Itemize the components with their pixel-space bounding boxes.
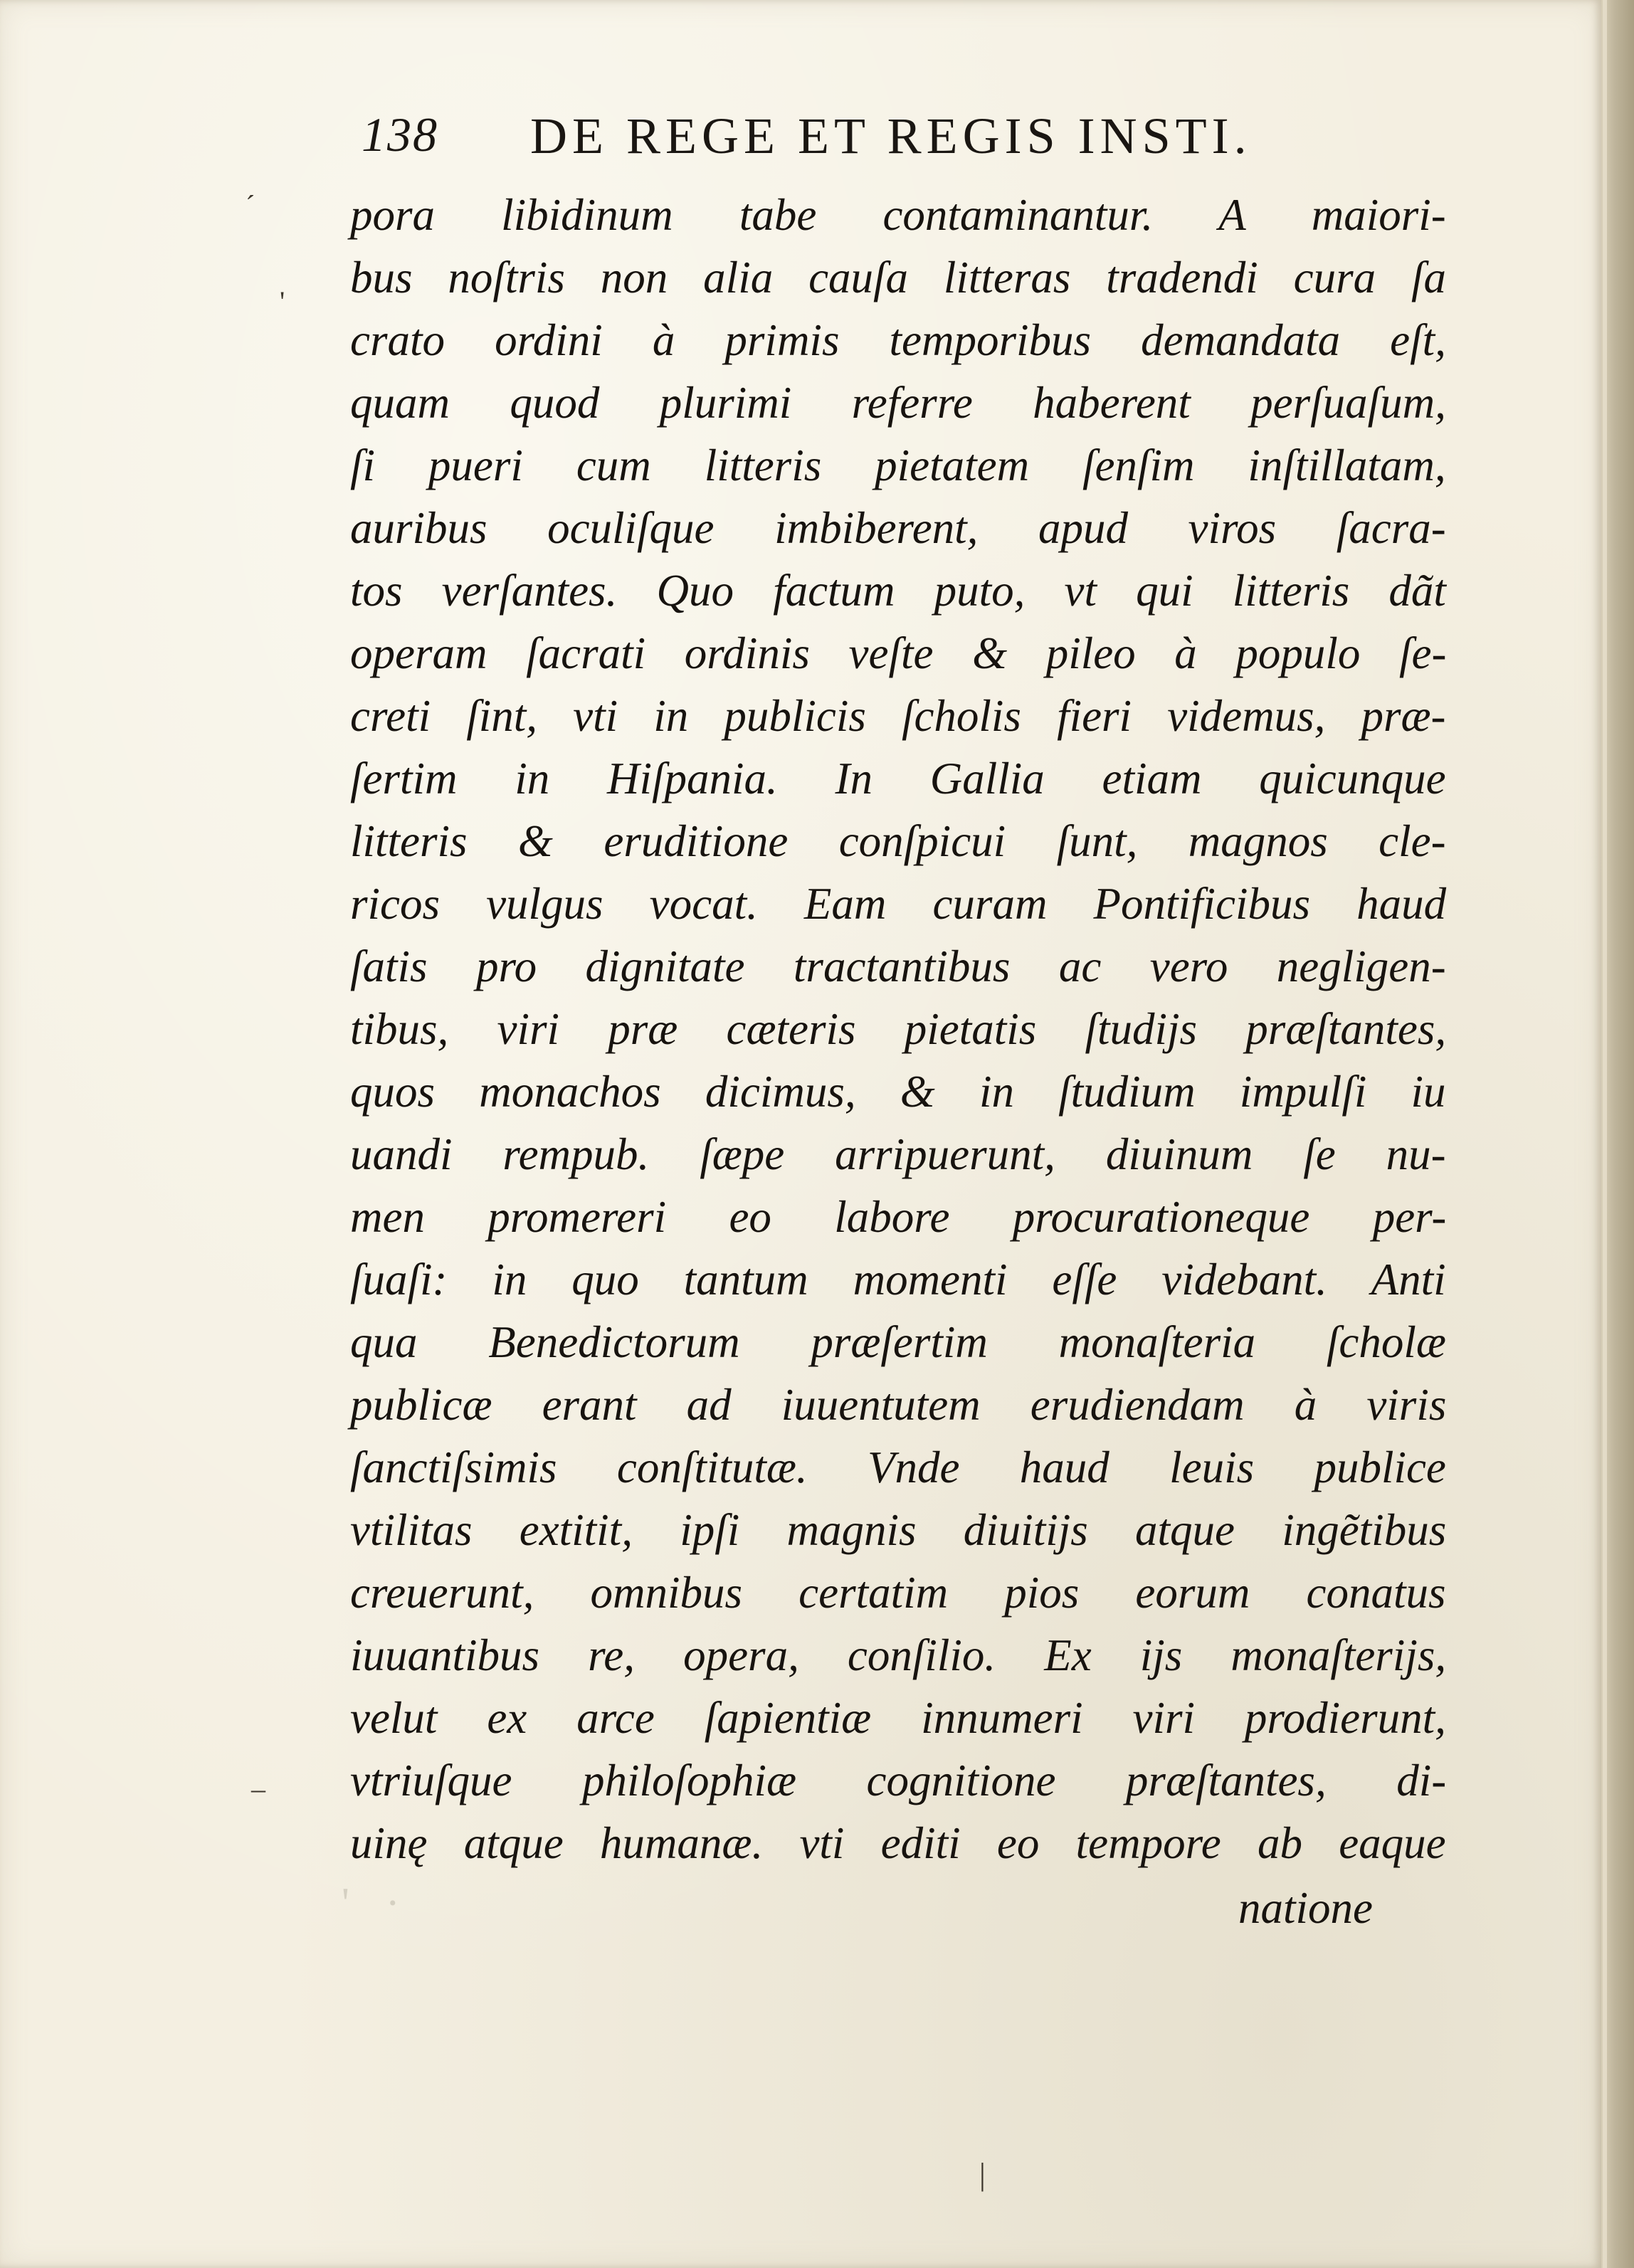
margin-mark: | bbox=[979, 2157, 986, 2192]
text-line: bus noſtris non alia cauſa litteras tradendi cura ſa bbox=[350, 253, 1447, 302]
page-header bbox=[362, 107, 1443, 178]
text-line: uinę atque humanæ. vti editi eo tempore ab eaque bbox=[350, 1818, 1446, 1868]
text-line: ricos vulgus vocat. Eam curam Pontificibus haud bbox=[350, 879, 1447, 929]
text-line: qua Benedictorum præſertim monaſteria ſcholæ bbox=[350, 1317, 1446, 1367]
text-line: publicæ erant ad iuuentutem erudiendam à viris bbox=[350, 1380, 1447, 1430]
text-line: creuerunt, omnibus certatim pios eorum conatus bbox=[350, 1568, 1446, 1618]
text-line: velut ex arce ſapientiæ innumeri viri prodierunt, bbox=[350, 1693, 1446, 1743]
text-line: creti ſint, vti in publicis ſcholis fieri videmus, præ- bbox=[350, 691, 1446, 741]
text-line: ſi pueri cum litteris pietatem ſenſim inſtillatam, bbox=[350, 441, 1446, 490]
text-line: ſatis pro dignitate tractantibus ac vero negligen- bbox=[350, 942, 1446, 991]
text-line: men promereri eo labore procurationeque per- bbox=[350, 1192, 1447, 1242]
text-line: tibus, viri præ cæteris pietatis ſtudijs præſtantes, bbox=[350, 1004, 1447, 1054]
running-head: DE REGE ET REGIS INSTI. bbox=[530, 107, 1252, 164]
text-line: litteris & eruditione conſpicui ſunt, magnos cle- bbox=[350, 816, 1446, 866]
text-line: quam quod plurimi referre haberent perſuaſum, bbox=[350, 378, 1446, 428]
text-line: iuuantibus re, opera, conſilio. Ex ijs monaſterijs, bbox=[350, 1630, 1447, 1680]
margin-mark: ´ bbox=[246, 189, 255, 221]
catchword: natione bbox=[1238, 1883, 1373, 1933]
text-line: quos monachos dicimus, & in ſtudium impulſi iu bbox=[350, 1067, 1446, 1117]
page-number: 138 bbox=[362, 107, 438, 162]
text-line: auribus oculiſque imbiberent, apud viros ſacra- bbox=[350, 503, 1446, 553]
text-line: vtilitas extitit, ipſi magnis diuitijs atque ingẽtibus bbox=[350, 1505, 1447, 1555]
text-line: crato ordini à primis temporibus demandata eſt, bbox=[350, 315, 1446, 365]
text-line: ſertim in Hiſpania. In Gallia etiam quicunque bbox=[350, 754, 1446, 803]
margin-mark: – bbox=[251, 1773, 265, 1805]
text-line: uandi rempub. ſæpe arripuerunt, diuinum ſe nu- bbox=[350, 1129, 1446, 1179]
text-line: tos verſantes. Quo factum puto, vt qui litteris dãt bbox=[350, 566, 1446, 616]
margin-mark: ' bbox=[280, 285, 285, 317]
show-through-offset: ' · bbox=[342, 1879, 413, 1926]
text-line: vtriuſque philoſophiæ cognitione præſtantes, di- bbox=[350, 1756, 1447, 1805]
page-edge-highlight bbox=[1603, 0, 1607, 2268]
text-line: pora libidinum tabe contaminantur. A maiori- bbox=[350, 190, 1446, 240]
text-line: ſanctiſsimis conſtitutæ. Vnde haud leuis publice bbox=[350, 1442, 1446, 1492]
text-line: ſuaſi: in quo tantum momenti eſſe videbant. Anti bbox=[350, 1255, 1446, 1304]
text-line: operam ſacrati ordinis veſte & pileo à populo ſe- bbox=[350, 628, 1447, 678]
text-block bbox=[350, 184, 1446, 1874]
